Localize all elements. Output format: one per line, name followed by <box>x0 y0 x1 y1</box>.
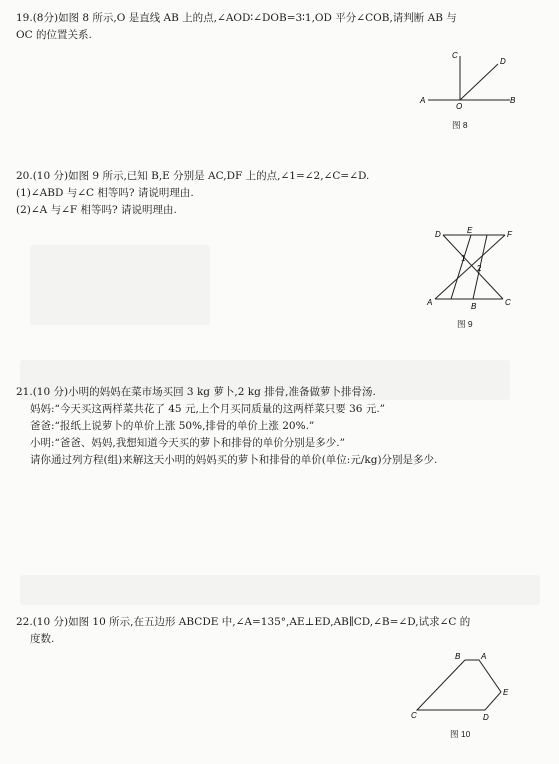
q21-text-line5: 请你通过列方程(组)来解这天小明的妈妈买的萝卜和排骨的单价(单位:元/kg)分别是多少. <box>30 454 438 466</box>
q22-text-line1: 22.(10 分)如图 10 所示,在五边形 ABCDE 中,∠A=135°,AE⊥ED,AB∥CD,∠B=∠D,试求∠C 的 <box>16 616 471 628</box>
fig8-label-d: D <box>500 57 506 66</box>
fig9-angle-2: 2 <box>477 264 482 273</box>
fig9-label-f: F <box>507 230 512 239</box>
figure-9-caption: 图 9 <box>457 319 473 329</box>
q21-text-line2: 妈妈:“今天买这两样菜共花了 45 元,上个月买同质量的这两样菜只要 36 元.” <box>30 403 386 415</box>
q20-text-line3: (2)∠A 与∠F 相等吗? 请说明理由. <box>16 204 177 216</box>
scan-bleed-1 <box>30 245 210 325</box>
fig10-label-c: C <box>411 711 417 720</box>
fig10-label-e: E <box>503 688 509 697</box>
fig8-label-o: O <box>456 102 463 110</box>
figure-10 <box>405 648 517 724</box>
fig9-label-a: A <box>427 298 433 307</box>
q20-text-line2: (1)∠ABD 与∠C 相等吗? 请说明理由. <box>16 187 194 199</box>
q21-text-line3: 爸爸:“报纸上说萝卜的单价上涨 50%,排骨的单价上涨 20%.” <box>30 420 315 432</box>
fig8-label-a: A <box>420 96 426 105</box>
fig9-angle-1: 1 <box>461 254 466 263</box>
fig10-label-d: D <box>483 713 489 722</box>
question-20 <box>16 168 544 219</box>
question-19 <box>16 10 544 44</box>
q19-text-line1: 19.(8分)如图 8 所示,O 是直线 AB 上的点,∠AOD∶∠DOB=3∶1,OD 平分∠COB,请判断 AB 与 <box>16 12 457 24</box>
scan-bleed-3 <box>20 575 540 605</box>
fig9-label-b: B <box>471 302 477 311</box>
q19-text-line2: OC 的位置关系. <box>16 29 92 41</box>
figure-9-diagram <box>425 225 527 315</box>
fig9-label-c: C <box>505 298 511 307</box>
fig10-label-a: A <box>481 652 487 661</box>
fig8-label-c: C <box>452 51 458 60</box>
figure-8 <box>418 48 518 110</box>
q20-text-line1: 20.(10 分)如图 9 所示,已知 B,E 分别是 AC,DF 上的点,∠1=∠2,∠C=∠D. <box>16 170 370 182</box>
q21-text-line4: 小明:“爸爸、妈妈,我想知道今天买的萝卜和排骨的单价分别是多少.” <box>30 437 345 449</box>
question-22 <box>16 614 544 648</box>
question-21 <box>16 384 544 469</box>
fig9-label-d: D <box>435 230 441 239</box>
fig9-label-e: E <box>467 226 473 235</box>
figure-8-diagram <box>418 48 518 110</box>
figure-10-diagram <box>405 648 517 724</box>
figure-8-caption: 图 8 <box>452 120 468 130</box>
fig10-label-b: B <box>455 652 461 661</box>
fig8-label-b: B <box>510 96 516 105</box>
figure-10-caption: 图 10 <box>450 729 471 739</box>
q21-text-line1: 21.(10 分)小明的妈妈在菜市场买回 3 kg 萝卜,2 kg 排骨,准备做萝卜排骨汤. <box>16 386 376 398</box>
figure-9 <box>425 225 527 315</box>
q22-text-line2: 度数. <box>30 633 55 645</box>
